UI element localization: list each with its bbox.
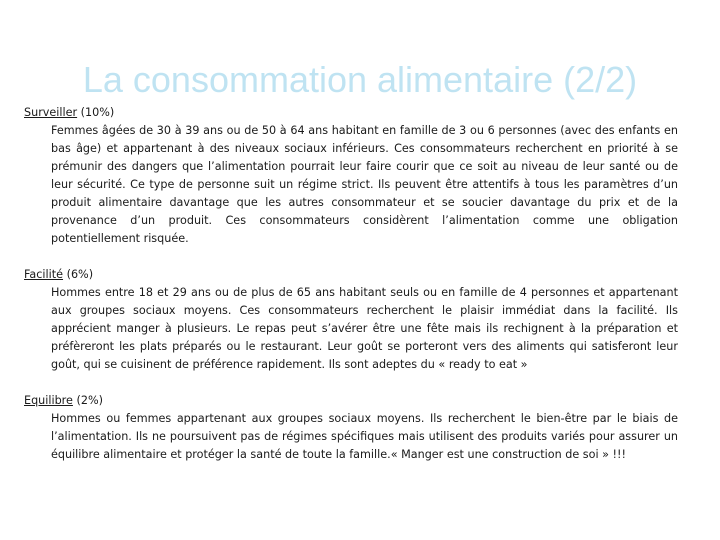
segment-share: (10%) — [80, 106, 115, 119]
segment-name: Facilité — [24, 268, 64, 281]
segment-surveiller — [24, 104, 678, 248]
segment-heading — [24, 266, 678, 284]
segment-name: Equilibre — [24, 394, 73, 407]
segment-share: (6%) — [66, 268, 94, 281]
segment-heading — [24, 104, 678, 122]
segment-description: Hommes ou femmes appartenant aux groupes sociaux moyens. Ils recherchent le bien-être par le biais de l’alimentation. Ils ne poursuivent pas de régimes spécifiques mais utilisent des produits variés pour assurer un équilibre alimentaire et protéger la santé de toute la famille.« Manger est une construction de soi » !!! — [51, 412, 678, 461]
slide-title: La consommation alimentaire (2/2) — [82, 59, 638, 100]
segment-equilibre — [24, 392, 678, 464]
segment-name: Surveiller — [24, 106, 78, 119]
slide-body — [24, 104, 678, 482]
segment-description: Femmes âgées de 30 à 39 ans ou de 50 à 64 ans habitant en famille de 3 ou 6 personnes (avec des enfants en bas âge) et appartenant à des niveaux sociaux inférieurs. Ces consommateurs recherchent en priorité à se prémunir des dangers que l’alimentation pourrait leur faire courir que ce soit au niveau de leur santé ou de leur sécurité. Ce type de personne suit un régime strict. Ils peuvent être attentifs à tous les paramètres d’un produit alimentaire davantage que les autres consommateur et se soucier davantage du prix et de la provenance d’un produit. Ces consommateurs considèrent l’alimentation comme une obligation potentiellement risquée. — [51, 124, 678, 245]
segment-description: Hommes entre 18 et 29 ans ou de plus de 65 ans habitant seuls ou en famille de 4 personnes et appartenant aux groupes sociaux moyens. Ces consommateurs recherchent le plaisir immédiat dans la facilité. Ils apprécient manger à plusieurs. Le repas peut s’avérer être une fête mais ils rechignent à la préparation et préfèreront les plats préparés ou le restaurant. Leur goût se porteront vers des aliments qui satisferont leur goût, qui se cuisinent de préférence rapidement. Ils sont adeptes du « ready to eat » — [51, 286, 678, 371]
segment-facilite — [24, 266, 678, 374]
segment-heading — [24, 392, 678, 410]
segment-share: (2%) — [76, 394, 103, 407]
